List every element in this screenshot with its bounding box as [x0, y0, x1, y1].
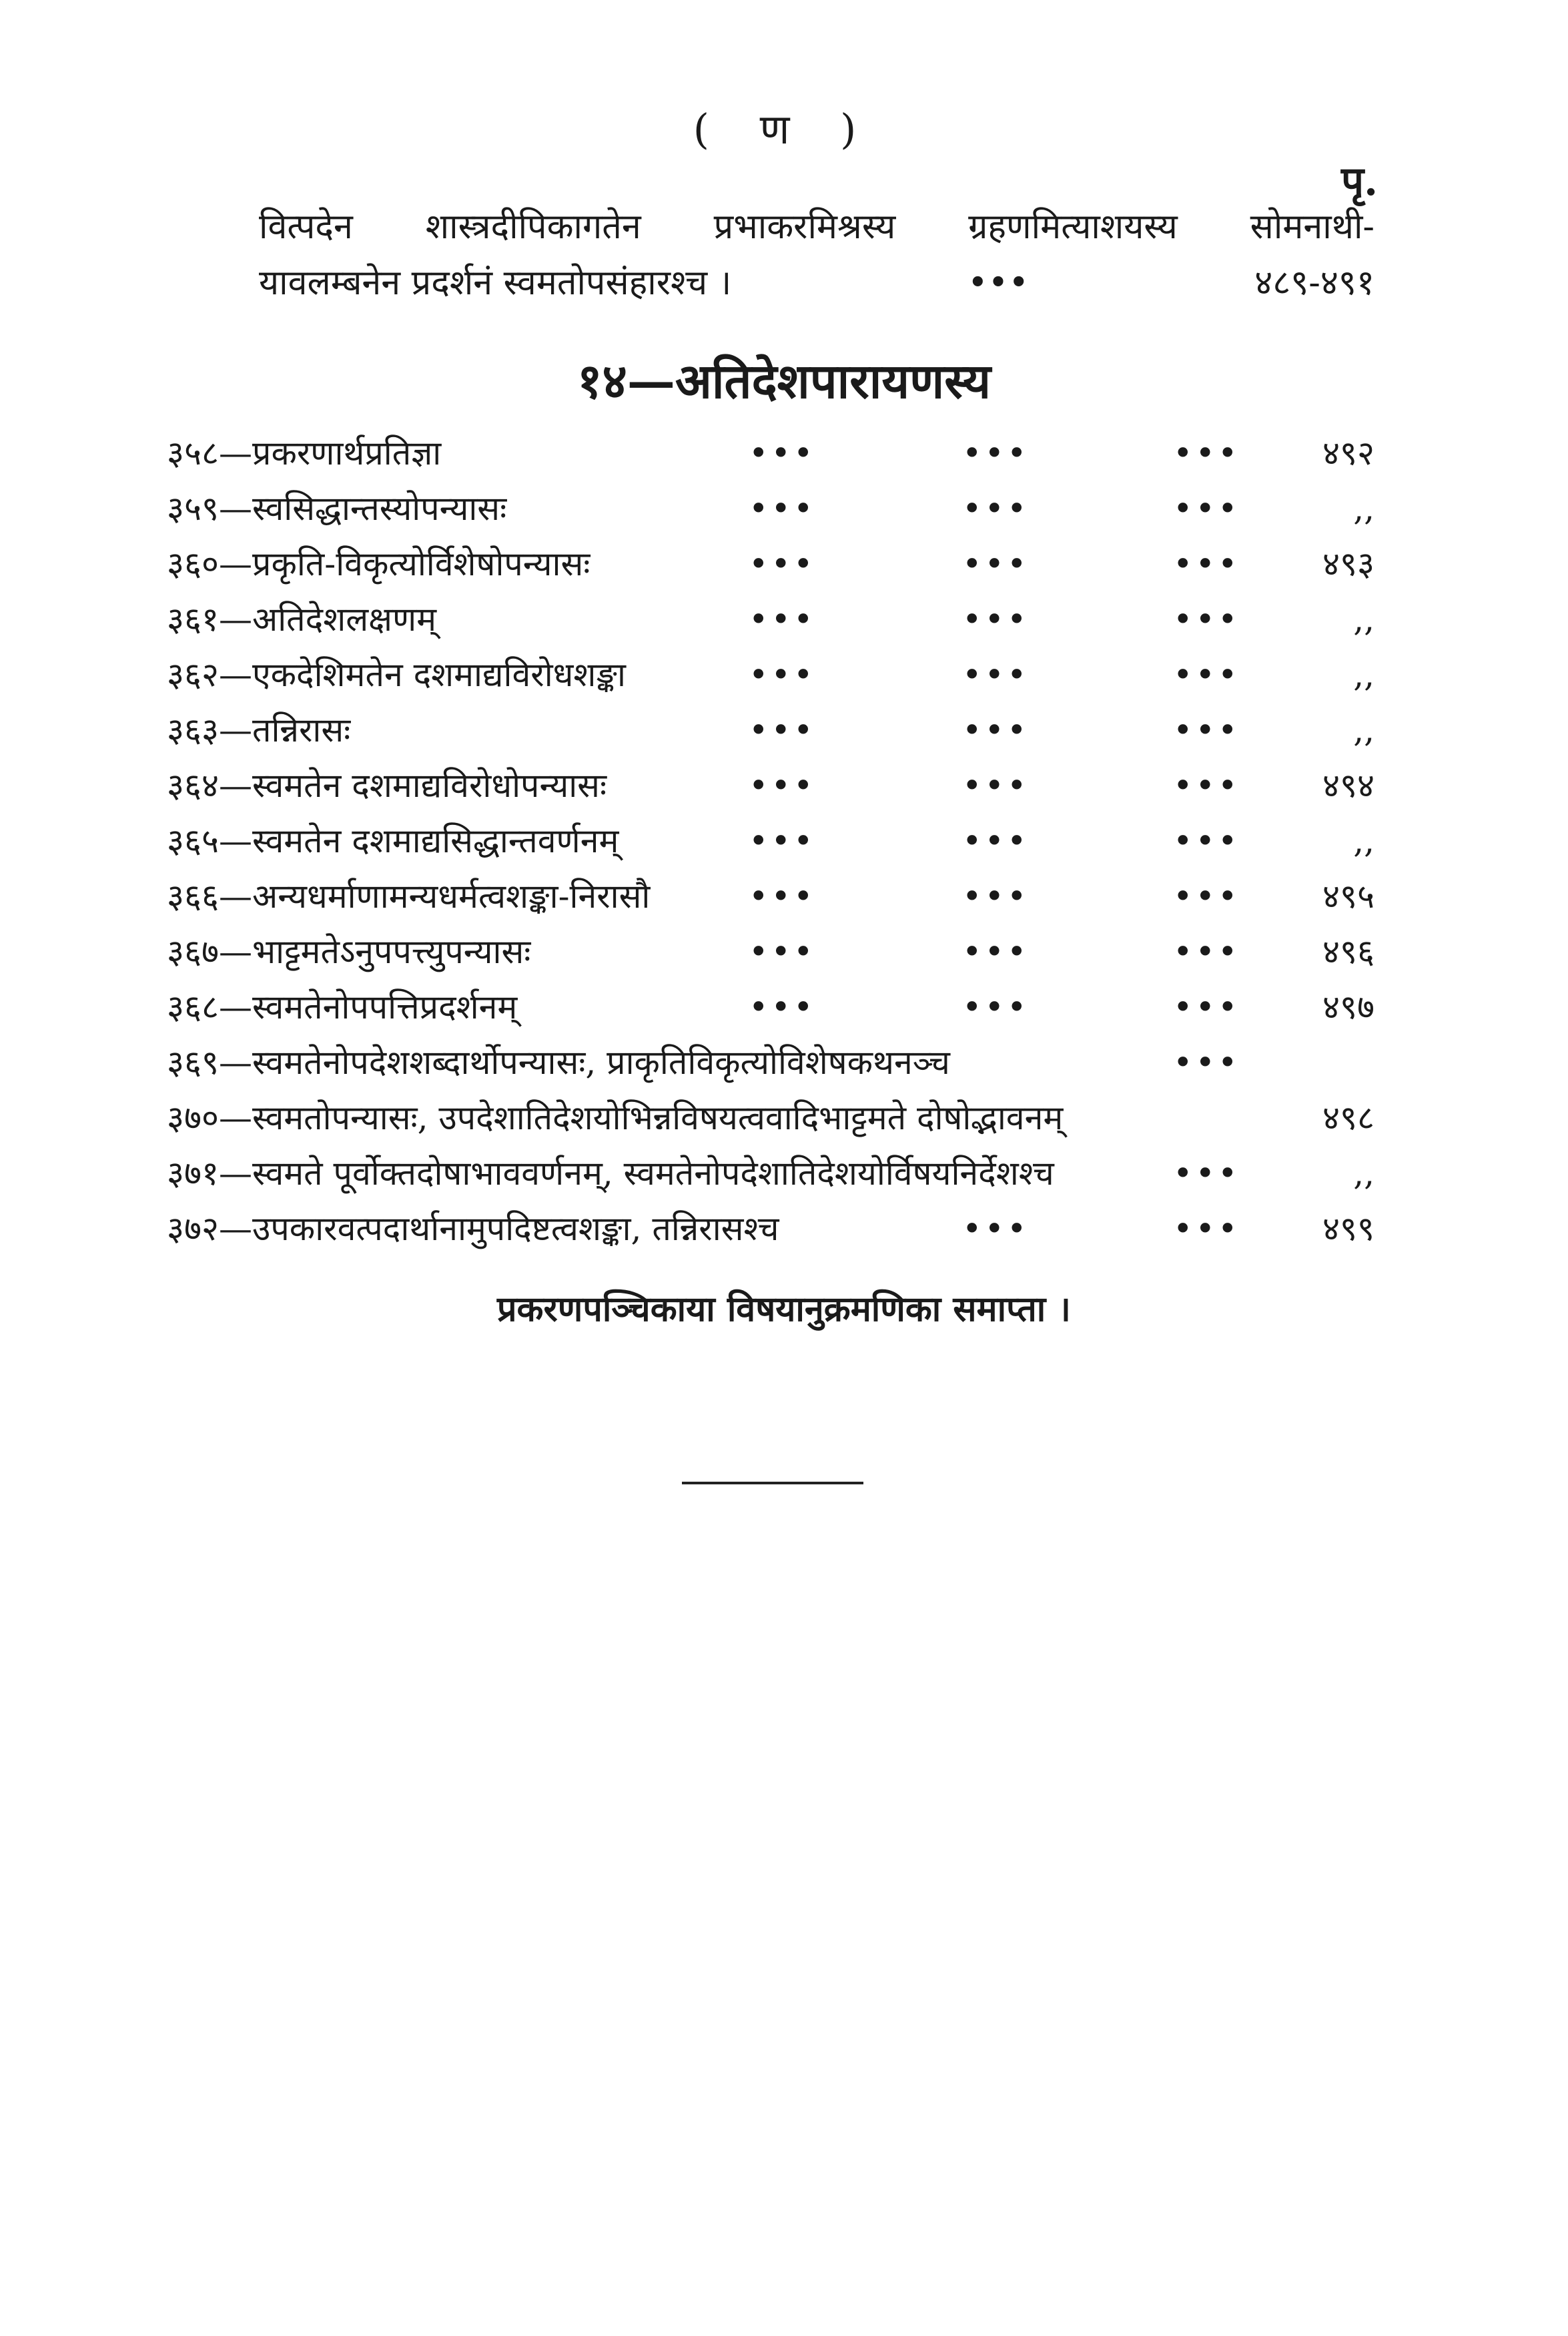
- leader-dots: •••: [1173, 489, 1240, 528]
- toc-entry-text: ३६३—तन्निरासः: [167, 711, 351, 750]
- page-number-mark: ( ण ): [693, 105, 875, 154]
- toc-entry: [167, 1146, 1375, 1201]
- toc-entry: [167, 537, 1375, 592]
- toc-entry-page: ,,: [1353, 600, 1375, 639]
- page-column-label: पृ.: [1341, 158, 1378, 205]
- toc-entry-page: ४९५: [1322, 877, 1375, 916]
- leader-dots: •••: [749, 766, 816, 805]
- toc-list: [167, 426, 1375, 1257]
- toc-entry: [167, 1201, 1375, 1257]
- leader-dots: •••: [749, 489, 816, 528]
- toc-entry-text: ३६५—स्वमतेन दशमाद्यसिद्धान्तवर्णनम्: [167, 822, 619, 860]
- toc-entry-text: ३६९—स्वमतेनोपदेशशब्दार्थोपन्यासः, प्राकृतिविकृत्योविशेषकथनञ्च: [167, 1043, 950, 1082]
- toc-entry-page: ,,: [1353, 489, 1375, 528]
- leader-dots: •••: [1173, 1209, 1240, 1248]
- leader-dots: •••: [1173, 822, 1240, 860]
- carry-over-line-2: यावलम्बनेन प्रदर्शनं स्वमतोपसंहारश्च ।: [259, 263, 732, 303]
- leader-dots: •••: [749, 822, 816, 860]
- leader-dots: •••: [749, 655, 816, 694]
- leader-dots: •••: [1173, 711, 1240, 750]
- carry-over-line-2-row: [259, 256, 1375, 310]
- toc-entry: [167, 980, 1375, 1035]
- leader-dots: •••: [749, 877, 816, 916]
- toc-entry: [167, 869, 1375, 924]
- toc-entry-page: ४९९: [1322, 1209, 1375, 1248]
- leader-dots: •••: [967, 263, 1030, 303]
- leader-dots: •••: [962, 600, 1030, 639]
- leader-dots: •••: [1173, 932, 1240, 971]
- toc-entry: [167, 481, 1375, 537]
- toc-entry-page: ४९६: [1322, 932, 1375, 971]
- end-rule: [682, 1482, 863, 1484]
- toc-entry: [167, 647, 1375, 703]
- toc-entry-text: ३७०—स्वमतोपन्यासः, उपदेशातिदेशयोभिन्नविषयत्ववादिभाट्टमते दोषोद्भावनम्: [167, 1099, 1064, 1137]
- toc-entry-page: ४९७: [1322, 988, 1375, 1027]
- toc-entry-page: ,,: [1353, 1154, 1375, 1193]
- leader-dots: •••: [1173, 434, 1240, 473]
- toc-entry-page: ,,: [1353, 822, 1375, 860]
- toc-entry: [167, 1035, 1375, 1091]
- toc-entry-text: ३६१—अतिदेशलक्षणम्: [167, 600, 436, 639]
- toc-entry-text: ३६६—अन्यधर्माणामन्यधर्मत्वशङ्का-निरासौ: [167, 877, 651, 916]
- leader-dots: •••: [1173, 1043, 1240, 1082]
- toc-entry-page: ४९२: [1322, 434, 1375, 473]
- carry-over-line-1: वित्पदेन शास्त्रदीपिकागतेन प्रभाकरमिश्रस्य ग्रहणमित्याशयस्य सोमनाथी-: [259, 207, 1375, 247]
- leader-dots: •••: [1173, 655, 1240, 694]
- toc-entry-page: ,,: [1353, 655, 1375, 694]
- toc-entry-text: ३६४—स्वमतेन दशमाद्यविरोधोपन्यासः: [167, 766, 607, 805]
- leader-dots: •••: [749, 434, 816, 473]
- leader-dots: •••: [1173, 600, 1240, 639]
- toc-entry-page: ४९४: [1322, 766, 1375, 805]
- leader-dots: •••: [962, 655, 1030, 694]
- toc-entry: [167, 426, 1375, 481]
- toc-entry: [167, 703, 1375, 758]
- toc-entry: [167, 924, 1375, 980]
- leader-dots: •••: [962, 711, 1030, 750]
- leader-dots: •••: [749, 545, 816, 583]
- leader-dots: •••: [962, 877, 1030, 916]
- leader-dots: •••: [962, 988, 1030, 1027]
- toc-entry: [167, 814, 1375, 869]
- carry-over-page: ४८९-४९१: [1254, 263, 1375, 303]
- leader-dots: •••: [962, 932, 1030, 971]
- leader-dots: •••: [749, 600, 816, 639]
- toc-entry-text: ३७१—स्वमते पूर्वोक्तदोषाभाववर्णनम्, स्वमतेनोपदेशातिदेशयोर्विषयनिर्देशश्च: [167, 1154, 1054, 1193]
- leader-dots: •••: [962, 434, 1030, 473]
- leader-dots: •••: [962, 766, 1030, 805]
- toc-entry-text: ३६८—स्वमतेनोपपत्तिप्रदर्शनम्: [167, 988, 518, 1027]
- toc-entry-page: ४९३: [1322, 545, 1375, 583]
- toc-entry: [167, 592, 1375, 647]
- leader-dots: •••: [962, 489, 1030, 528]
- toc-entry-text: ३६७—भाट्टमतेऽनुपपत्त्युपन्यासः: [167, 932, 531, 971]
- leader-dots: •••: [749, 711, 816, 750]
- toc-entry-text: ३७२—उपकारवत्पदार्थानामुपदिष्टत्वशङ्का, तन्निरासश्च: [167, 1209, 779, 1248]
- leader-dots: •••: [749, 988, 816, 1027]
- toc-entry-page: ,,: [1353, 711, 1375, 750]
- leader-dots: •••: [962, 822, 1030, 860]
- leader-dots: •••: [962, 1209, 1030, 1248]
- toc-entry: [167, 758, 1375, 814]
- toc-entry: [167, 1091, 1375, 1146]
- section-heading: १४—अतिदेशपारायणस्य: [577, 352, 991, 409]
- toc-entry-text: ३६२—एकदेशिमतेन दशमाद्यविरोधशङ्का: [167, 655, 626, 694]
- toc-entry-text: ३५८—प्रकरणार्थप्रतिज्ञा: [167, 434, 442, 473]
- leader-dots: •••: [749, 932, 816, 971]
- leader-dots: •••: [1173, 766, 1240, 805]
- leader-dots: •••: [1173, 1154, 1240, 1193]
- leader-dots: •••: [1173, 545, 1240, 583]
- leader-dots: •••: [962, 545, 1030, 583]
- toc-entry-text: ३५९—स्वसिद्धान्तस्योपन्यासः: [167, 489, 507, 528]
- closing-note: प्रकरणपञ्चिकाया विषयानुक्रमणिका समाप्ता ।: [496, 1289, 1072, 1330]
- leader-dots: •••: [1173, 877, 1240, 916]
- toc-entry-page: ४९८: [1322, 1099, 1375, 1137]
- toc-entry-text: ३६०—प्रकृति-विकृत्योर्विशेषोपन्यासः: [167, 545, 591, 583]
- leader-dots: •••: [1173, 988, 1240, 1027]
